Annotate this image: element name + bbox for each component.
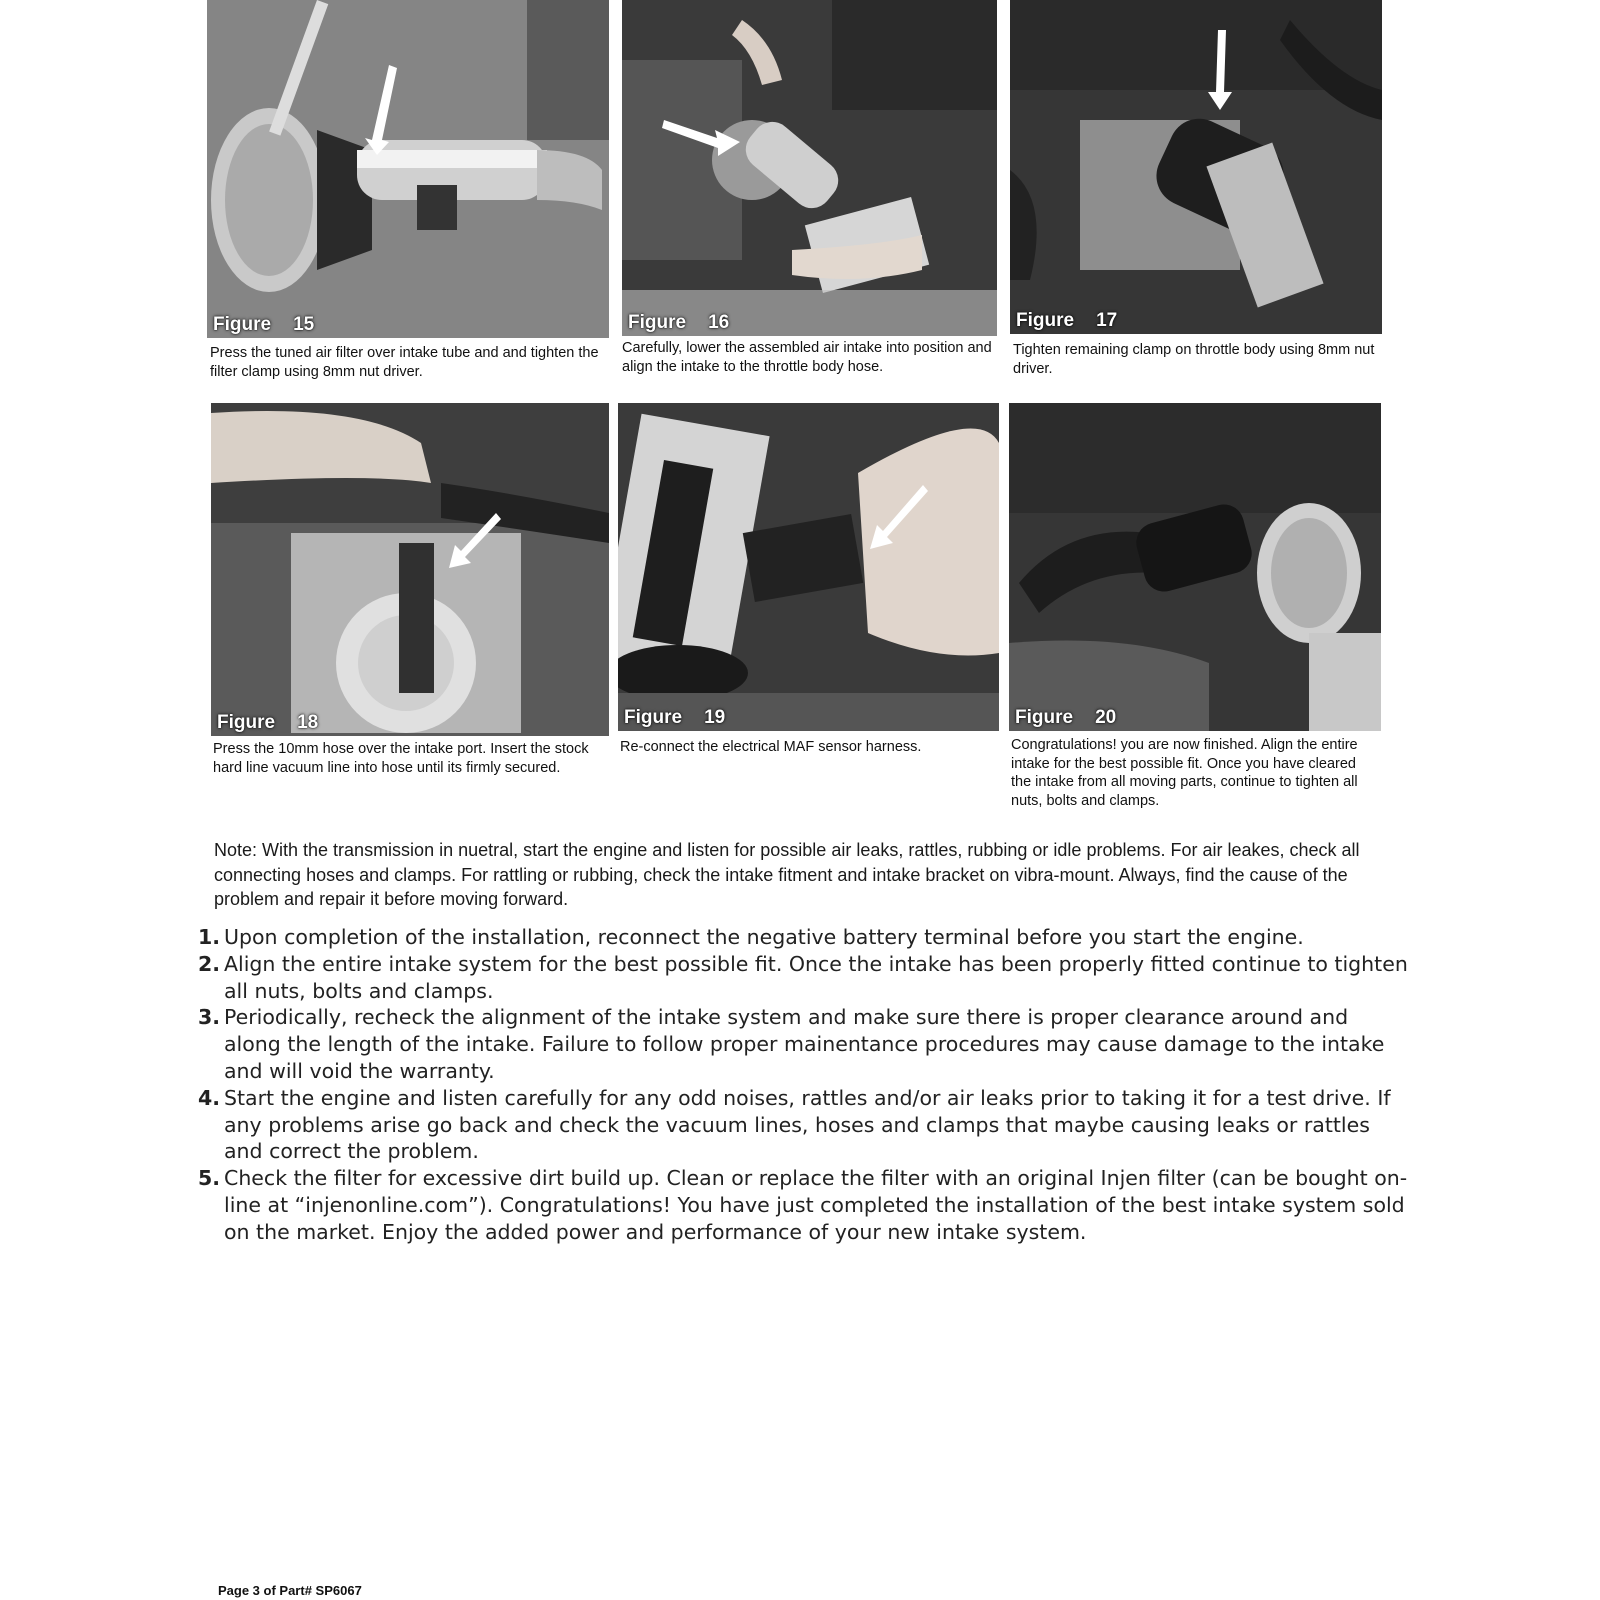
list-item bbox=[198, 1165, 1408, 1245]
figure-label: Figure 15 bbox=[213, 314, 315, 335]
arrow-icon bbox=[211, 403, 609, 736]
step-text: Periodically, recheck the alignment of the intake system and make sure there is proper clearance around and along the length of the intake. Failure to follow proper mainentance procedures may cause damage to the intake and will void the warranty. bbox=[224, 1005, 1385, 1083]
figure-label: Figure 20 bbox=[1015, 707, 1117, 728]
step-text: Align the entire intake system for the best possible fit. Once the intake has been properly fitted continue to tighten all nuts, bolts and clamps. bbox=[224, 951, 1408, 1003]
step-number: 1. bbox=[198, 925, 221, 949]
figure-label: Figure 19 bbox=[624, 707, 726, 728]
arrow-icon bbox=[618, 403, 999, 731]
page-footer: Page 3 of Part# SP6067 bbox=[218, 1583, 362, 1598]
arrow-icon bbox=[207, 0, 609, 338]
step-text: Start the engine and listen carefully for any odd noises, rattles and/or air leaks prior to taking it for a test drive. If any problems arise go back and check the vacuum lines, hoses and clamps that maybe causing leaks or rattles and correct the problem. bbox=[224, 1085, 1391, 1164]
step-number: 2. bbox=[198, 951, 221, 976]
figure-18-photo bbox=[211, 403, 609, 736]
arrow-icon bbox=[1010, 0, 1382, 334]
list-item bbox=[198, 951, 1408, 1005]
step-text: Check the filter for excessive dirt build up. Clean or replace the filter with an original Injen filter (can be bought on-line at “injenonline.com”). Congratulations! You have just completed the installation of the best intake system sold on the market. Enjoy the added power and performance of your new intake system. bbox=[224, 1166, 1408, 1244]
arrow-icon bbox=[622, 0, 997, 336]
figure-label: Figure 17 bbox=[1016, 310, 1118, 331]
list-item bbox=[198, 1085, 1408, 1165]
figure-20-caption: Congratulations! you are now finished. Align the entire intake for the best possible fit. Once you have cleared the intake from all moving parts, continue to tighten all nuts, bolts and clamps. bbox=[1011, 737, 1358, 809]
step-number: 3. bbox=[198, 1005, 221, 1030]
figure-16-photo bbox=[622, 0, 997, 336]
figure-19-caption: Re-connect the electrical MAF sensor harness. bbox=[620, 739, 922, 755]
figure-15-caption: Press the tuned air filter over intake tube and and tighten the filter clamp using 8mm nut driver. bbox=[210, 345, 599, 380]
list-item bbox=[198, 924, 1408, 951]
figure-18-caption: Press the 10mm hose over the intake port. Insert the stock hard line vacuum line into hose until its firmly secured. bbox=[213, 741, 589, 776]
figure-16-caption: Carefully, lower the assembled air intake into position and align the intake to the throttle body hose. bbox=[622, 340, 992, 375]
note-paragraph: Note: With the transmission in nuetral, start the engine and listen for possible air leaks, rattles, rubbing or idle problems. For air leakes, check all connecting hoses and clamps. For rattling or rubbing, check the intake fitment and intake bracket on vibra-mount. Always, find the cause of the problem and repair it before moving forward. bbox=[214, 840, 1360, 909]
figure-19-photo bbox=[618, 403, 999, 731]
figure-17-caption: Tighten remaining clamp on throttle body using 8mm nut driver. bbox=[1013, 342, 1375, 377]
figure-label: Figure 16 bbox=[628, 312, 730, 333]
figure-17-photo bbox=[1010, 0, 1382, 334]
list-item bbox=[198, 1004, 1408, 1084]
figure-label: Figure 18 bbox=[217, 712, 319, 733]
figure-20-photo bbox=[1009, 403, 1381, 731]
step-number: 5. bbox=[198, 1166, 221, 1191]
figure-15-photo bbox=[207, 0, 609, 338]
step-text: Upon completion of the installation, reconnect the negative battery terminal before you start the engine. bbox=[224, 925, 1304, 949]
instruction-steps-list bbox=[198, 924, 1408, 1246]
step-number: 4. bbox=[198, 1085, 221, 1110]
